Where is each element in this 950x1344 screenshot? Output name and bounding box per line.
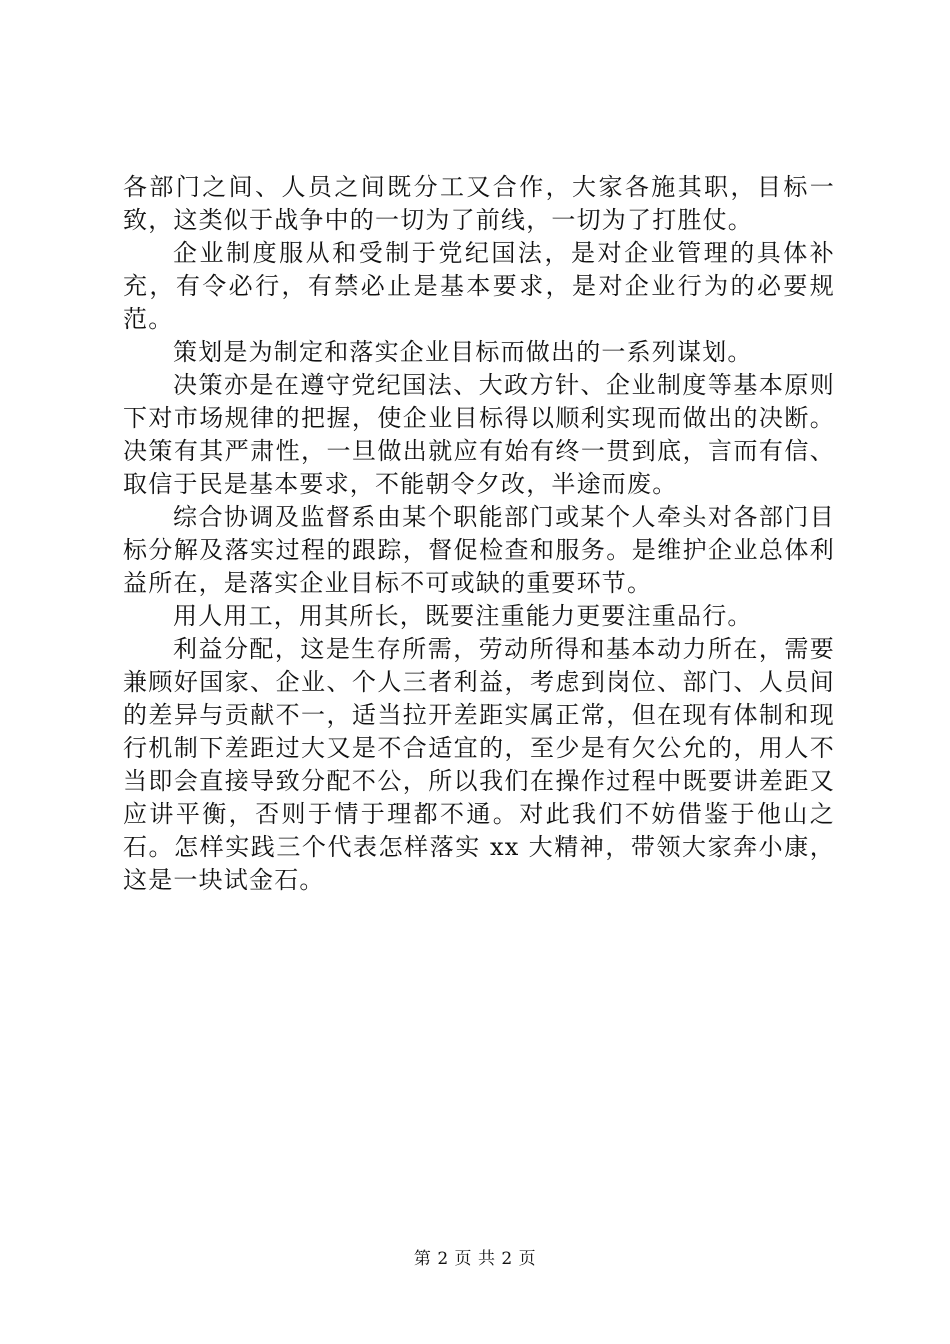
- paragraph-1: 各部门之间、人员之间既分工又合作，大家各施其职，目标一致，这类似于战争中的一切为了前线，一切为了打胜仗。: [123, 173, 835, 234]
- paragraph-7: 利益分配，这是生存所需，劳动所得和基本动力所在，需要兼顾好国家、企业、个人三者利益，考虑到岗位、部门、人员间的差异与贡献不一，适当拉开差距实属正常，但在现有体制和现行机制下差距过大又是不合适宜的，至少是有欠公允的，用人不当即会直接导致分配不公，所以我们在操作过程中既要讲差距又应讲平衡，否则于情于理都不通。对此我们不妨借鉴于他山之石。怎样实践三个代表怎样落实 xx 大精神，带领大家奔小康，这是一块试金石。: [123, 635, 835, 894]
- paragraph-3: 策划是为制定和落实企业目标而做出的一系列谋划。: [173, 338, 753, 366]
- paragraph-5: 综合协调及监督系由某个职能部门或某个人牵头对各部门目标分解及落实过程的跟踪，督促检查和服务。是维护企业总体利益所在，是落实企业目标不可或缺的重要环节。: [123, 503, 835, 597]
- paragraph-4: 决策亦是在遵守党纪国法、大政方针、企业制度等基本原则下对市场规律的把握，使企业目标得以顺利实现而做出的决断。决策有其严肃性，一旦做出就应有始有终一贯到底，言而有信、取信于民是基本要求，不能朝令夕改，半途而废。: [123, 371, 835, 498]
- paragraph-2: 企业制度服从和受制于党纪国法，是对企业管理的具体补充，有令必行，有禁必止是基本要求，是对企业行为的必要规范。: [123, 239, 835, 333]
- document-body: [123, 171, 835, 897]
- page-number-footer: 第 2 页 共 2 页: [413, 1249, 537, 1269]
- paragraph-6: 用人用工，用其所长，既要注重能力更要注重品行。: [173, 602, 753, 630]
